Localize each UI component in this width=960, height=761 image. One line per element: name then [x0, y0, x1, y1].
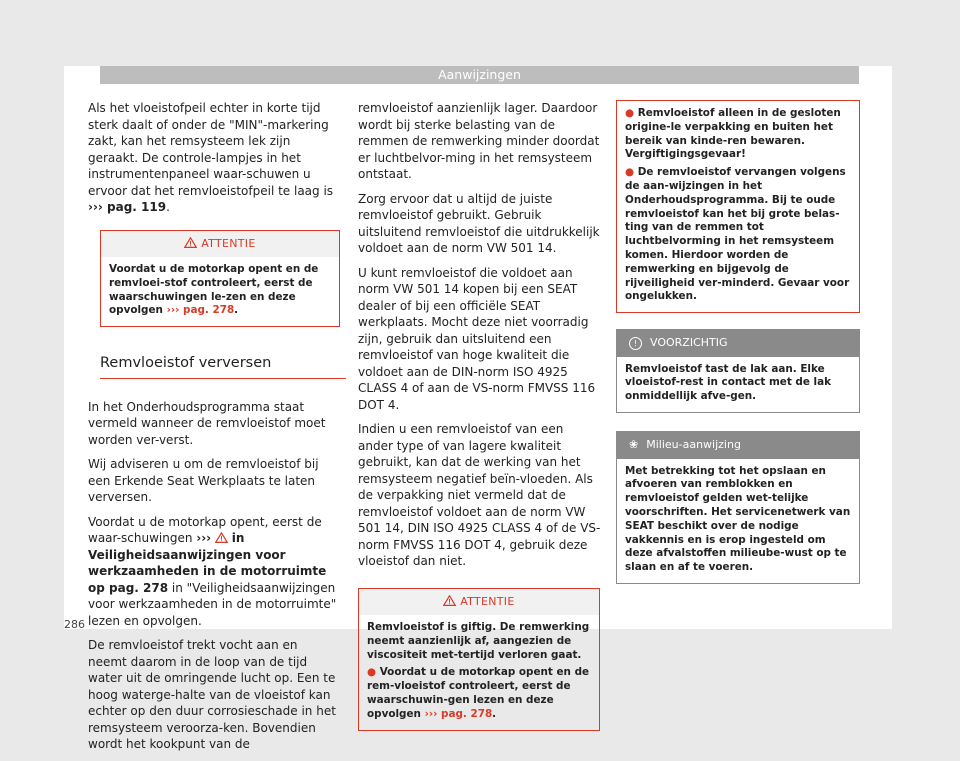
intro-paragraph: Als het vloeistofpeil echter in korte tijd sterk daalt of onder de "MIN"-markering zakt, kan het remsysteem lek zijn geraakt. De controle-lampjes in het instrumentenpaneel waar-schuwen u ervoor dat het remvloeistofpeil te laag is ››› pag. 119. — [88, 101, 334, 214]
paragraph: Zorg ervoor dat u altijd de juiste remvloeistof gebruikt. Gebruik uitsluitend remvloeistof die uitdrukkelijk voldoet aan de norm VW 501 14. — [358, 191, 600, 255]
voorzichtig-box — [616, 329, 860, 413]
paragraph: Voordat u de motorkap opent, eerst de waar-schuwingen ››› in Veiligheidsaanwijzingen voor werkzaamheden in de motorruimte op pag. 278 in "Veiligheidsaanwijzingen voor werkzaamheden in de motorruimte" lezen en opvolgen. — [88, 514, 337, 628]
paragraph: De remvloeistof trekt vocht aan en neemt daarom in de loop van de tijd water uit de omringende lucht op. Een te hoog waterge-halte van de vloeistof kan echter op den duur corrosieschade in het remsysteem veroorza-ken. Bovendien wordt het kookpunt van de — [88, 638, 336, 752]
milieu-box — [616, 431, 860, 584]
page-ref-link[interactable]: ››› pag. 278 — [424, 707, 493, 720]
page-ref-link[interactable]: ››› pag. 278 — [166, 304, 235, 317]
column-left — [88, 100, 340, 761]
column-middle — [358, 100, 602, 731]
bullet-icon: ● — [367, 666, 377, 679]
section-title: Remvloeistof verversen — [100, 355, 346, 379]
safety-ref-link[interactable]: in Veiligheidsaanwijzingen voor werkzaamheden in de motorruimte op pag. 278 — [88, 531, 327, 595]
voorzichtig-body: Remvloeistof tast de lak aan. Elke vloeistof-rest in contact met de lak onmiddellijk afve-gen. — [625, 362, 832, 403]
environment-leaf-icon: ❀ — [629, 438, 639, 452]
paragraph: In het Onderhoudsprogramma staat vermeld wanneer de remvloeistof moet worden ver-verst. — [88, 399, 326, 447]
column-right — [616, 100, 860, 584]
attentie-box — [100, 230, 340, 328]
paragraph: U kunt remvloeistof die voldoet aan norm VW 501 14 kopen bij een SEAT dealer of bij een officiële SEAT werkplaats. Mocht deze niet voorradig zijn, gebruik dan uitsluitend een remvloeistof van hoge kwaliteit die voldoet aan de DIN-norm ISO 4925 CLASS 4 of aan de VS-norm FMVSS 116 DOT 4. — [358, 265, 596, 412]
paragraph: Indien u een remvloeistof van een ander type of van lagere kwaliteit gebruikt, kan dat de werking van het remsysteem negatief beïn-vloeden. Als de verpakking niet vermeld dat de remvloeistof voldoet aan de norm VW 501 14, DIN ISO 4925 CLASS 4 of de VS-norm FMVSS 116 DOT 4, gebruik deze vloeistof dan niet. — [358, 422, 601, 568]
page-number: 286 — [64, 618, 85, 631]
milieu-body: Met betrekking tot het opslaan en afvoeren van remblokken en remvloeistof gelden wet-telijke voorschriften. Het servicenetwerk van SEAT beschikt over de nodige vakkennis en is erop ingesteld om deze afvalstoffen milieube-wust op te slaan en af te voeren. — [625, 464, 851, 574]
warning-triangle-icon — [443, 595, 456, 606]
attentie-body: Voordat u de motorkap opent en de remvloei-stof controleert, eerst de waarschuwingen le-zen en deze opvolgen ››› pag. 278. — [109, 263, 319, 317]
bullet-icon: ● — [625, 107, 635, 119]
attentie-header: ATTENTIE — [101, 231, 339, 258]
voorzichtig-header: ! VOORZICHTIG — [617, 330, 859, 357]
info-circle-icon: ! — [629, 337, 642, 350]
section-heading-wrap — [100, 355, 340, 379]
milieu-header: ❀ Milieu-aanwijzing — [617, 432, 859, 459]
paragraph: Wij adviseren u om de remvloeistof bij een Erkende Seat Werkplaats te laten verversen. — [88, 457, 319, 505]
bullet-icon: ● — [625, 166, 635, 179]
warning-triangle-icon — [184, 237, 197, 248]
attentie-box — [358, 588, 600, 731]
section-body — [88, 399, 340, 753]
page-header: Aanwijzingen — [100, 66, 859, 84]
paragraph: remvloeistof aanzienlijk lager. Daardoor wordt bij sterke belasting van de remmen de remwerking minder doordat er luchtbelvor-ming in het remsysteem ontstaat. — [358, 101, 600, 181]
attentie-continued-box: ● Remvloeistof alleen in de gesloten origine-le verpakking en buiten het bereik van kinde-ren bewaren. Vergiftigingsgevaar! ● De remvloeistof vervangen volgens de aan-wijzingen in het Onderhoudsprogramma. Bij te oude remvloeistof kan het bij grote belas-ting van de remmen tot luchtbelvorming in het remsysteem komen. Hierdoor worden de remwerking en bijgevolg de rijveiligheid ver-minderd. Gevaar voor ongelukken. — [616, 100, 860, 313]
attentie-body: Remvloeistof is giftig. De remwerking neemt aanzienlijk af, aangezien de viscositeit met-tertijd verloren gaat. ● Voordat u de motorkap opent en de rem-vloeistof controleert, eerst de waarschuwin-gen lezen en deze opvolgen ››› pag. 278. — [367, 621, 590, 720]
attentie-header: ATTENTIE — [359, 589, 599, 616]
warning-triangle-icon — [215, 532, 228, 543]
page-ref-link[interactable]: ››› pag. 119 — [88, 200, 167, 214]
